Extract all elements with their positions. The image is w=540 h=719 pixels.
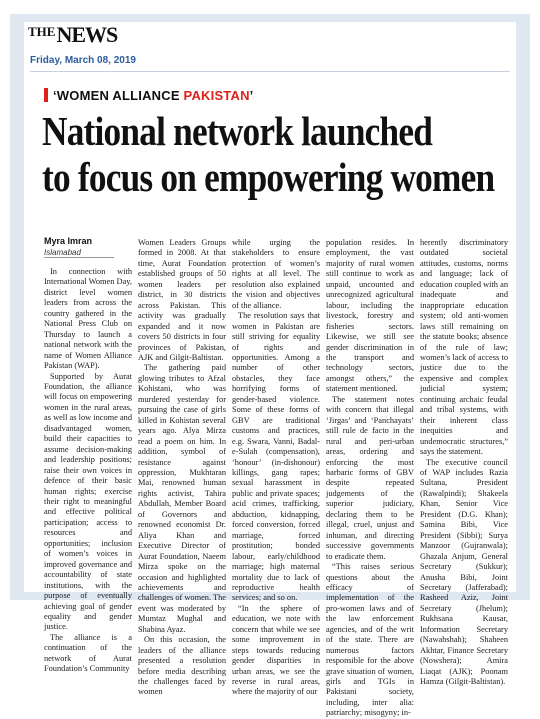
masthead-the: THE [28, 24, 56, 39]
headline-line-2: to focus on empowering women [42, 154, 495, 200]
paragraph: The resolution says that women in Pakistan are still striving for equality of rights and opportunities. Among a number of other obstacles, they face horrifying forms of gender-based violence. Some of these forms of GBV are traditional customs and practices, e.g. Swara, Vanni, Badal-e-Sulah (compensation), ‘honour’ (in-dishonour) killings, gang rapes; sexual harassment in public and private spaces; acid crimes, trafficking, abduction, kidnapping, forced conversion, forced marriage, forced prostitution; bonded labour, early/childhood marriage; high maternal mortality due to lack of reproductive health services; and so on. [232, 311, 320, 603]
kicker-bar [44, 88, 48, 102]
kicker [44, 88, 253, 103]
paragraph: Supported by Aurat Foundation, the alliance will focus on empowering women in the rural areas, as well as low income and disadvantaged women, build their capacities to assume decision-making and leadership positions; raise their own voices in defence of their basic human rights; exercise their right to meaningful and effective political participation; access to resources and opportunities; inclusion of women’s voices in improved governance and accountability of state institutions, with the purpose of eventually achieving goal of gender equality and gender justice. [44, 371, 132, 632]
masthead-name: NEWS [56, 22, 118, 47]
kicker-text: ‘WOMEN ALLIANCE [53, 88, 184, 103]
masthead-divider [30, 71, 510, 72]
byline: Myra Imran [44, 236, 93, 246]
column-4 [326, 238, 414, 718]
location: Islamabad [44, 248, 81, 257]
article-body [44, 238, 508, 718]
column-5 [420, 238, 508, 687]
column-1 [44, 238, 132, 674]
masthead-logo [28, 22, 117, 48]
paragraph: On this occasion, the leaders of the alliance presented a resolution before media describing the challenges faced by women [138, 635, 226, 697]
column-2 [138, 238, 226, 697]
paragraph: The gathering paid glowing tributes to Afzal Kohistani, who was murdered yesterday for pursuing the case of girls killed in Kohistan several years ago. Alya Mirza read a poem on him. In addition, symbol of resistance against oppression, Mukhtaran Mai, renowned human rights activist, Tahira Abdullah, Member Board of Governors and renowned economist Dr. Aliya Khan and Executive Director of Aurat Foundation, Naeem Mirza spoke on the occasion and highlighted achievements and challenges of women. The event was moderated by Mumtaz Mughal and Shabina Ayaz. [138, 363, 226, 634]
column-3 [232, 238, 320, 697]
headline [42, 108, 495, 200]
kicker-end: ’ [249, 88, 254, 103]
paragraph: The statement notes with concern that illegal ‘Jirgas’ and ‘Panchayats’ still rule de facto in the rural and peri-urban areas, ordering and enforcing the most barbaric forms of GBV despite repeated judgements of the superior judiciary, declaring them to be illegal, cruel, unjust and inhuman, and directing successive governments to eradicate them. [326, 394, 414, 561]
headline-line-1: National network launched [42, 108, 433, 154]
paragraph: “This raises serious questions about the efficacy of implementation of the pro-women laws and of the law enforcement agencies, and of the writ of the state. There are numerous factors responsible for the above grave situation of women, girls and TGIs in Pakistani society, including, inter alia: patriarchy; misogyny; in- [326, 562, 414, 718]
paragraph: The executive council of WAP includes Razia Sultana, President (Rawalpindi); Shakeela Khan, Senior Vice President (D.G. Khan); Samina Bibi, Vice President (Sibbi); Surya Manzoor (Gujranwala); Ghazala Anjum, General Secretary (Sukkur); Anusha Bibi, Joint Secretary (Jafferabad); Rasheed Aziz, Joint Secretary (Jhelum); Rukhsana Kausar, Information Secretary (Nawabshah); Shaheen Akhtar, Finance Secretary (Nowshera); Amira Liaqat (AJK); Poonam Hamza (Gilgit-Baltistan). [420, 457, 508, 687]
paragraph: while urging the stakeholders to ensure protection of women’s rights at all level. The resolution also explained the vision and objectives of the alliance. [232, 238, 320, 310]
paragraph: The alliance is a continuation of the network of Aurat Foundation’s Community [44, 632, 132, 674]
dateline: Friday, March 08, 2019 [30, 55, 136, 66]
paragraph: population resides. In employment, the vast majority of rural women still continue to work as unpaid, uncounted and unrecognized agricultural labour, including the livestock, forestry and fisheries sectors. Likewise, we still see gender discrimination in the transport and technology sectors, amongst others,” the statement mentioned. [326, 238, 414, 394]
paragraph: “In the sphere of education, we note with concern that while we see some improvement in steps towards reducing gender disparities in urban areas, we see the reverse in rural areas, where the majority of our [232, 603, 320, 697]
paragraph: Women Leaders Groups formed in 2008. At that time, Aurat Foundation established groups of 50 women leaders per district, in 30 districts across Pakistan. This activity was gradually expanded and it now covers 50 districts in four provinces of Pakistan, AJK and Gilgit-Baltistan. [138, 238, 226, 362]
paragraph: In connection with International Women Day, district level women leaders from across the country gathered in the National Press Club on Thursday to launch a national network with the name of Women Alliance Pakistan (WAP). [44, 267, 132, 371]
paragraph: herently discriminatory outdated societal attitudes, customs, norms and language; lack of education coupled with an inadequate and inappropriate education system; old anti-women laws still remaining on the statute books; absence of the rule of law; women’s lack of access to justice due to the expensive and complex judicial system; continuing archaic feudal and tribal systems, with their inherent class inequities and undemocratic structures,” says the statement. [420, 238, 508, 457]
kicker-highlight: PAKISTAN [183, 88, 250, 103]
